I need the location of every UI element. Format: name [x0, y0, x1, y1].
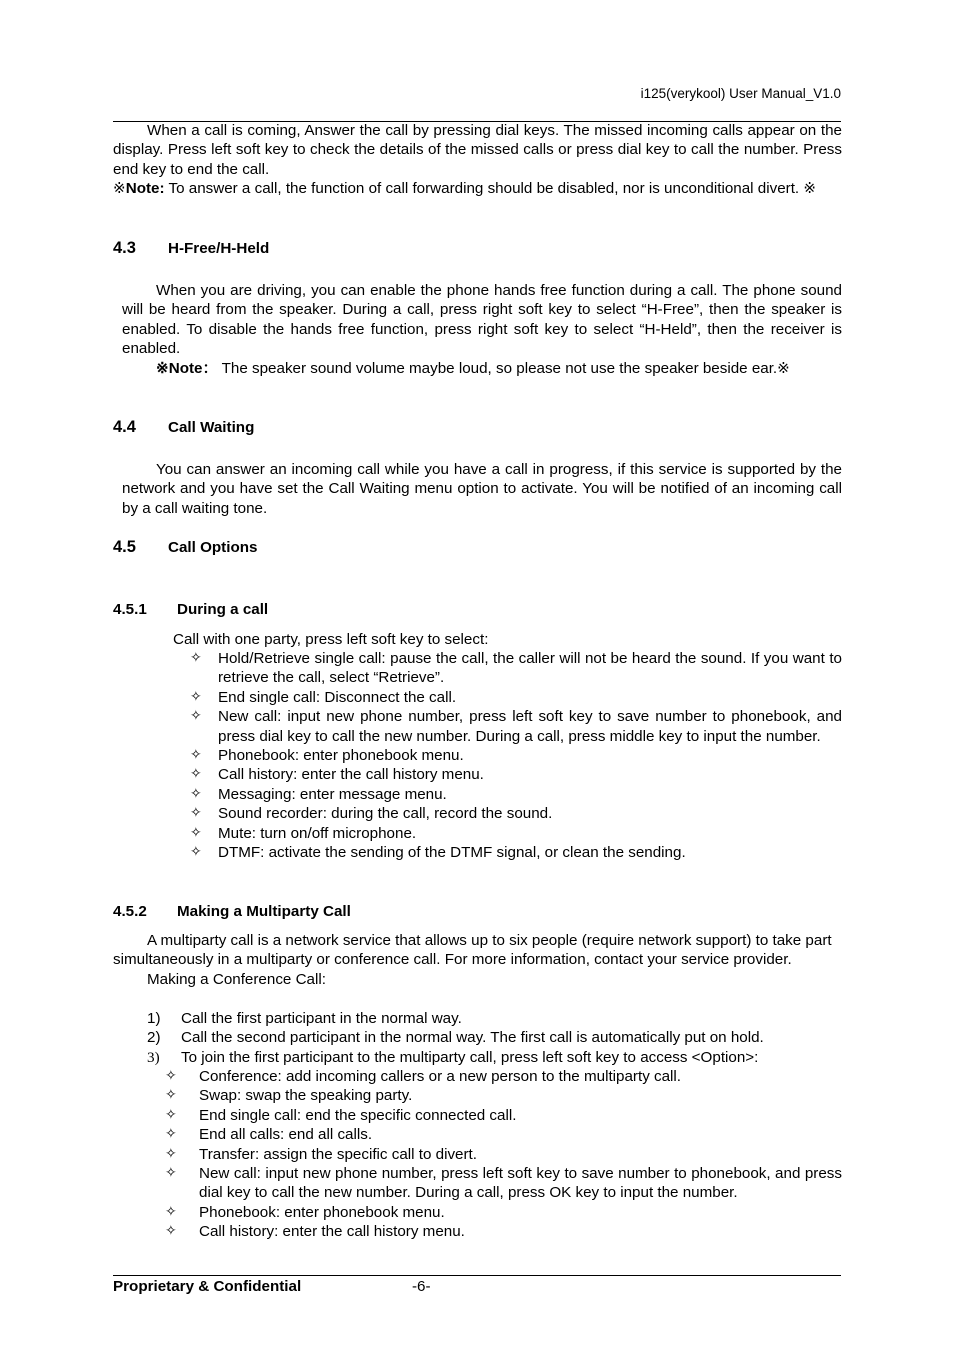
footer-rule [113, 1275, 841, 1276]
note-mark: ※ [113, 180, 126, 198]
diamond-bullet-icon: ✧ [190, 844, 202, 861]
document-title: i125(verykool) User Manual_V1.0 [640, 86, 841, 101]
section-number: 4.3 [113, 239, 136, 257]
list-item: ✧ End single call: Disconnect the call. [190, 688, 457, 706]
step-text: Call the first participant in the normal way. [181, 1010, 462, 1027]
diamond-bullet-icon: ✧ [190, 688, 202, 705]
step-item [147, 1048, 842, 1067]
list-item: ✧ End all calls: end all calls. [165, 1126, 373, 1144]
footer-confidential: Proprietary & Confidential [113, 1278, 302, 1295]
diamond-bullet-icon: ✧ [165, 1223, 177, 1240]
section-title: Call Options [168, 539, 258, 556]
list-item: ✧ Hold/Retrieve single call: pause the call, the caller will not be heard the sound. If you want to retrieve the call, select “Retrieve”. [190, 650, 842, 687]
subsection-title: During a call [177, 601, 269, 618]
diamond-bullet-icon: ✧ [190, 747, 202, 764]
section-heading-4-5 [113, 538, 257, 557]
step-item [147, 1028, 842, 1047]
multiparty-intro [113, 931, 842, 989]
section-title: Call Waiting [168, 419, 255, 436]
note-text: To answer a call, the function of call forwarding should be disabled, nor is unconditional divert. ※ [164, 180, 817, 198]
during-call-lead [173, 630, 842, 649]
step-number: 1) [147, 1010, 161, 1027]
list-item: ✧ Messaging: enter message menu. [190, 785, 447, 803]
diamond-bullet-icon: ✧ [165, 1068, 177, 1084]
diamond-bullet-icon: ✧ [190, 650, 202, 666]
step-number: 3) [147, 1048, 160, 1066]
list-item: ✧ Mute: turn on/off microphone. [190, 824, 417, 842]
diamond-bullet-icon: ✧ [190, 785, 202, 802]
during-call-options-list [190, 649, 842, 862]
intro-section [113, 121, 842, 199]
list-item: ✧ End single call: end the specific connected call. [165, 1106, 517, 1124]
list-item: ✧ Transfer: assign the specific call to divert. [165, 1145, 477, 1163]
list-item: ✧ Phonebook: enter phonebook menu. [190, 747, 464, 765]
list-item: ✧ Call history: enter the call history menu. [190, 766, 484, 784]
subsection-number: 4.5.2 [113, 903, 147, 920]
intro-note [113, 179, 842, 198]
note-label: ※Note： [156, 359, 218, 377]
page-number: -6- [412, 1278, 431, 1295]
step-number: 2) [147, 1029, 161, 1047]
subsection-heading-4-5-2 [113, 902, 351, 921]
multiparty-paragraph: A multiparty call is a network service that allows up to six people (require network support) to take part simultaneously in a multiparty or conference call. For more information, contact your service provider. [113, 932, 832, 969]
subsection-number: 4.5.1 [113, 601, 147, 618]
list-item: ✧ DTMF: activate the sending of the DTMF signal, or clean the sending. [190, 844, 686, 862]
diamond-bullet-icon: ✧ [165, 1106, 177, 1123]
step-text: To join the first participant to the multiparty call, press left soft key to access <Option>: [181, 1048, 759, 1066]
section-heading-4-4 [113, 418, 254, 437]
section-4-4-body [122, 460, 842, 518]
conference-steps [147, 1009, 842, 1067]
list-item: ✧ Call history: enter the call history menu. [165, 1223, 465, 1241]
conference-lead: Making a Conference Call: [147, 970, 326, 988]
list-item: ✧ Swap: swap the speaking party. [165, 1087, 413, 1105]
list-item: ✧ Conference: add incoming callers or a new person to the multiparty call. [165, 1068, 682, 1085]
call-waiting-paragraph: You can answer an incoming call while you have a call in progress, if this service is supported by the network and you have set the Call Waiting menu option to activate. You will be notified of an incoming call by a call waiting tone. [122, 461, 842, 517]
diamond-bullet-icon: ✧ [165, 1203, 177, 1220]
list-item: ✧ New call: input new phone number, press left soft key to save number to phonebook, and press dial key to call the new number. During a call, press OK key to input the number. [165, 1165, 842, 1202]
list-item: ✧ Phonebook: enter phonebook menu. [165, 1203, 445, 1221]
diamond-bullet-icon: ✧ [165, 1126, 177, 1143]
diamond-bullet-icon: ✧ [165, 1145, 177, 1162]
note-label: Note: [125, 180, 165, 198]
conference-options-list [165, 1067, 842, 1242]
section-number: 4.5 [113, 538, 136, 556]
intro-paragraph: When a call is coming, Answer the call by pressing dial keys. The missed incoming calls appear on the display. Press left soft key to check the details of the missed calls or press dial key to call the number. Press end key to end the call. [113, 122, 842, 178]
list-item: ✧ Sound recorder: during the call, record the sound. [190, 805, 553, 823]
diamond-bullet-icon: ✧ [165, 1087, 177, 1104]
diamond-bullet-icon: ✧ [190, 766, 202, 783]
diamond-bullet-icon: ✧ [190, 805, 202, 822]
hfree-paragraph: When you are driving, you can enable the phone hands free function during a call. The phone sound will be heard from the speaker. During a call, press right soft key to select “H-Free”, then the speaker is enabled. To disable the hands free function, press right soft key to select “H-Held”, then the receiver is enabled. [122, 282, 842, 358]
list-item: ✧ New call: input new phone number, press left soft key to save number to phonebook, and press dial key to call the new number. During a call, press middle key to input the number. [190, 708, 842, 745]
diamond-bullet-icon: ✧ [190, 708, 202, 725]
diamond-bullet-icon: ✧ [165, 1165, 177, 1182]
section-title: H-Free/H-Held [168, 240, 270, 257]
section-heading-4-3 [113, 239, 269, 258]
step-text: Call the second participant in the normal way. The first call is automatically put on hold. [181, 1029, 764, 1047]
note-text: The speaker sound volume maybe loud, so please not use the speaker beside ear.※ [217, 359, 790, 377]
lead-text: Call with one party, press left soft key to select: [173, 631, 489, 648]
hfree-note [122, 359, 842, 378]
section-4-3-body [122, 281, 842, 378]
subsection-title: Making a Multiparty Call [177, 903, 351, 920]
diamond-bullet-icon: ✧ [190, 824, 202, 841]
step-item [147, 1009, 842, 1028]
section-number: 4.4 [113, 418, 136, 436]
subsection-heading-4-5-1 [113, 600, 268, 619]
